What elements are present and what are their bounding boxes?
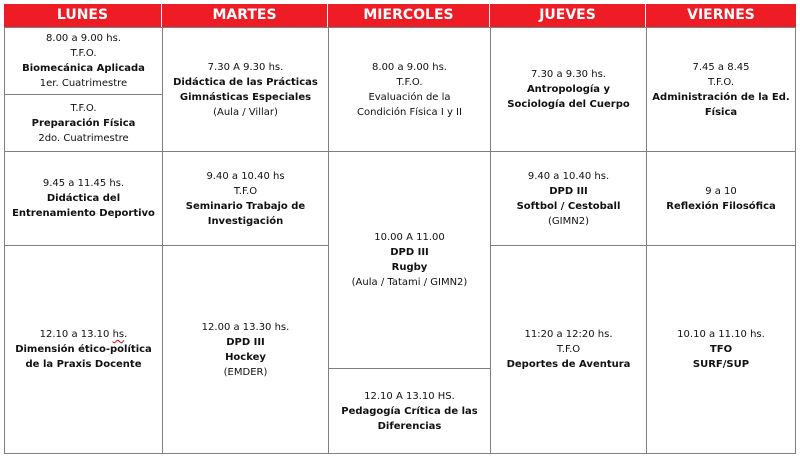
jueves-slot-1 [490, 27, 647, 152]
slot-subject-line2: Condición Física I y II [357, 106, 462, 118]
header-jueves: JUEVES [490, 4, 646, 27]
slot-subject-line2: de la Praxis Docente [25, 359, 142, 370]
slot-tag: T.F.O. [70, 48, 97, 59]
slot-time: 7.30 A 9.30 hs. [207, 61, 284, 73]
slot-place: (EMDER) [223, 366, 268, 378]
slot-time: 10.00 A 11.00 [374, 232, 445, 243]
header-miercoles: MIERCOLES [328, 4, 490, 27]
slot-tag: T.F.O [233, 185, 258, 197]
slot-subject-line1: Seminario Trabajo de [185, 200, 306, 212]
slot-subject-line2: Sociología del Cuerpo [507, 99, 630, 110]
header-viernes: VIERNES [646, 4, 796, 27]
header-martes: MARTES [162, 4, 328, 27]
viernes-slot-2 [646, 151, 796, 246]
slot-time: 8.00 a 9.00 hs. [46, 33, 121, 44]
slot-subject-line1: Didáctica del [46, 193, 121, 204]
slot-subject-line1: Pedagogía Crítica de las [341, 405, 478, 417]
slot-note: 2do. Cuatrimestre [38, 132, 129, 144]
slot-tag: TFO [709, 344, 733, 355]
viernes-slot-1 [646, 27, 796, 152]
slot-time: 8.00 a 9.00 hs. [372, 61, 447, 73]
slot-time: 12.10 A 13.10 HS. [364, 390, 455, 402]
slot-subject: SURF/SUP [692, 359, 750, 370]
slot-time: 9.40 a 10.40 hs. [527, 170, 610, 182]
miercoles-slot-1 [328, 27, 491, 152]
lunes-slot-1 [4, 27, 163, 95]
slot-place: (Aula / Tatami / GIMN2) [351, 277, 468, 288]
slot-time: 11:20 a 12:20 hs. [524, 329, 613, 340]
jueves-slot-2 [490, 151, 647, 246]
slot-tag: T.F.O [556, 344, 581, 355]
slot-subject: Biomecánica Aplicada [22, 63, 145, 74]
martes-slot-3 [162, 245, 329, 454]
martes-slot-1 [162, 27, 329, 152]
slot-time: 9.40 a 10.40 hs [206, 170, 285, 182]
slot-subject-line2: Gimnásticas Especiales [179, 91, 312, 103]
slot-subject: Deportes de Aventura [506, 359, 631, 370]
slot-subject: Softbol / Cestoball [516, 200, 621, 212]
slot-time: 7.30 a 9.30 hs. [531, 69, 606, 80]
slot-time-dot: . [124, 329, 128, 340]
header-lunes: LUNES [4, 4, 162, 27]
slot-time-misspelled: hs [112, 329, 125, 340]
jueves-slot-3 [490, 245, 647, 454]
slot-time: 12.00 a 13.30 hs. [201, 321, 290, 333]
slot-subject: Preparación Física [31, 117, 136, 129]
slot-tag: T.F.O. [707, 76, 735, 88]
slot-subject-line2: Diferencias [377, 420, 442, 432]
lunes-slot-3 [4, 151, 163, 246]
lunes-slot-4 [4, 245, 163, 454]
slot-subject-line1: Administración de la Ed. [652, 91, 790, 103]
slot-subject-line1: Antropología y [526, 84, 611, 95]
slot-subject-line2: Investigación [207, 215, 284, 227]
slot-subject-line2: Física [704, 106, 738, 118]
slot-subject: Rugby [391, 262, 428, 273]
slot-subject-line1: Dimensión ético-política [15, 344, 152, 355]
viernes-slot-3 [646, 245, 796, 454]
slot-tag: DPD III [549, 185, 588, 197]
slot-tag: DPD III [226, 336, 265, 348]
slot-time: 9 a 10 [705, 185, 737, 197]
slot-subject-line1: Didáctica de las Prácticas [173, 76, 318, 88]
slot-time-main: 12.10 a 13.10 [39, 329, 110, 340]
slot-time [40, 327, 128, 342]
slot-place: (Aula / Villar) [213, 106, 278, 118]
slot-subject: Reflexión Filosófica [666, 200, 776, 212]
slot-subject-line2: Entrenamiento Deportivo [12, 208, 155, 219]
slot-time: 10.10 a 11.10 hs. [677, 329, 765, 340]
martes-slot-2 [162, 151, 329, 246]
lunes-slot-2 [4, 94, 163, 152]
slot-subject-line1: Evaluación de la [368, 91, 451, 103]
slot-tag: T.F.O. [396, 76, 423, 88]
slot-tag: T.F.O. [70, 102, 97, 114]
slot-note: 1er. Cuatrimestre [39, 78, 128, 89]
miercoles-slot-2 [328, 151, 491, 369]
slot-tag: DPD III [390, 247, 429, 258]
slot-time: 7.45 a 8.45 [692, 61, 750, 73]
miercoles-slot-3 [328, 368, 491, 454]
slot-subject: Hockey [225, 351, 266, 363]
slot-place: (GIMN2) [548, 215, 589, 227]
slot-time: 9.45 a 11.45 hs. [42, 178, 125, 189]
